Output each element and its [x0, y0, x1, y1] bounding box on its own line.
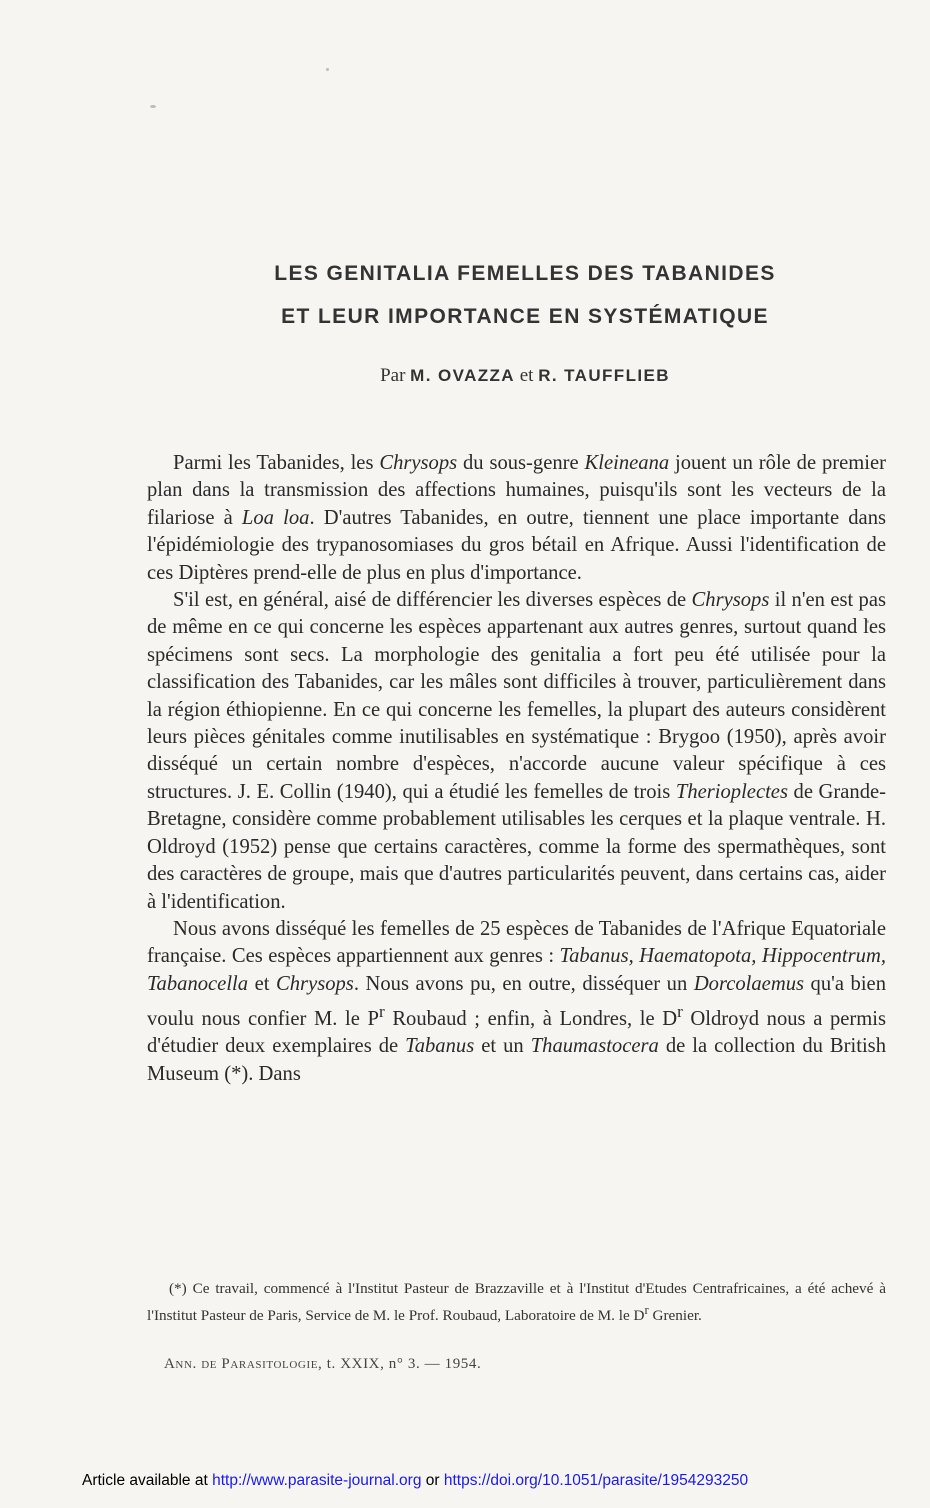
text-run: et — [248, 972, 277, 995]
text-run: (*) Ce travail, commencé à l'Institut Pasteur de Brazzaville et à l'Institut d'Etudes Centrafricaines, a été achevé à l'Institut Pasteur de Paris, Service de M. le Prof. Roubaud, Laboratoire de M. le D — [147, 1280, 886, 1324]
subgenus-name: Kleineana — [584, 452, 670, 474]
genus-name: Tabanus — [405, 1035, 475, 1058]
availability-middle: or — [421, 1472, 444, 1489]
journal-citation — [164, 1356, 481, 1373]
text-run: Nous avons disséqué les femelles de 25 espèces de Tabanides de l'Afrique Equatoriale française. Ces espèces appartiennent aux genres : — [147, 917, 886, 968]
text-run: de la collection du British Museum (*). Dans — [147, 1035, 886, 1085]
text-run: Oldroyd nous a permis d'étudier deux exemplaires de — [147, 1007, 886, 1058]
scan-speck — [150, 105, 156, 108]
footnote — [147, 1278, 886, 1326]
paragraph-2 — [147, 587, 886, 916]
scan-speck — [326, 68, 329, 71]
journal-volume: t. XXIX, n° 3. — 1954. — [322, 1356, 482, 1372]
genus-name: Chrysops — [691, 589, 770, 612]
byline — [160, 365, 890, 387]
text-run: du sous-genre — [457, 452, 585, 474]
article-title-line-2: ET LEUR IMPORTANCE EN SYSTÉMATIQUE — [281, 305, 769, 328]
article-title-line-1: LES GENITALIA FEMELLES DES TABANIDES — [274, 262, 776, 285]
text-run: qu'a bien voulu nous confier M. le P — [147, 972, 886, 1030]
genus-name: Chrysops — [379, 452, 458, 474]
superscript: r — [677, 1002, 683, 1022]
species-name: Loa loa — [241, 506, 310, 529]
text-run: jouent un rôle de premier plan dans la transmission des affections humaines, puisqu'ils sont les vecteurs de la filariose à — [147, 452, 886, 529]
availability-prefix: Article available at — [82, 1472, 213, 1489]
author-1: M. OVAZZA — [410, 366, 515, 385]
superscript: r — [644, 1302, 649, 1317]
genus-name: Dorcolaemus — [693, 972, 805, 995]
journal-name: Ann. de Parasitologie, — [164, 1356, 323, 1372]
paragraph-3 — [147, 916, 886, 1088]
genus-name: Thaumastocera — [530, 1035, 659, 1058]
doi-link[interactable]: https://doi.org/10.1051/parasite/1954293250 — [443, 1472, 749, 1489]
text-run: Parmi les Tabanides, les — [173, 452, 380, 474]
byline-conjunction: et — [519, 365, 534, 386]
text-run: . D'autres Tabanides, en outre, tiennent une place importante dans l'épidémiologie des trypanosomiases du gros bétail en Afrique. Aussi l'identification de ces Diptères prend-elle de plus en plus d'importance. — [147, 506, 887, 584]
superscript: r — [378, 1002, 385, 1022]
journal-website-link[interactable]: http://www.parasite-journal.org — [212, 1472, 422, 1489]
text-run: il n'en est pas de même en ce qui concerne les espèces appartenant aux autres genres, surtout quand les spécimens sont secs. La morphologie des genitalia a fort peu été utilisée pour la classification des Tabanides, car les mâles sont difficiles à trouver, particulièrement dans la région éthiopienne. En ce qui concerne les femelles, la plupart des auteurs considèrent leurs pièces génitales comme inutilisables en systématique : Brygoo (1950), après avoir disséqué un certain nombre d'espèces, n'accorde aucune valeur spécifique à ces structures. J. E. Collin (1940), qui a étudié les femelles de trois — [147, 589, 887, 803]
text-run: S'il est, en général, aisé de différencier les diverses espèces de — [173, 589, 692, 612]
genus-name: Chrysops — [276, 972, 354, 995]
availability-notice — [82, 1472, 748, 1490]
article-body — [147, 450, 886, 1088]
text-run: Roubaud ; enfin, à Londres, le D — [384, 1007, 678, 1030]
text-run: de Grande-Bretagne, considère comme probablement utilisables les cerques et la plaque ventrale. H. Oldroyd (1952) pense que certains caractères, comme la forme des spermathèques, sont des caractères de groupe, mais que d'autres particularités peuvent, dans certains cas, aider à l'identification. — [147, 780, 886, 913]
footnote-text — [147, 1278, 886, 1326]
paragraph-1 — [147, 450, 886, 587]
text-run: Grenier. — [648, 1306, 702, 1324]
genus-name: Therioplectes — [675, 780, 788, 803]
text-run: et un — [474, 1035, 531, 1058]
byline-prefix: Par — [380, 365, 406, 386]
genus-list: Tabanus, Haematopota, Hippocentrum, Tabanocella — [147, 945, 886, 995]
text-run: . Nous avons pu, en outre, disséquer un — [353, 972, 694, 995]
author-2: R. TAUFFLIEB — [538, 366, 670, 385]
